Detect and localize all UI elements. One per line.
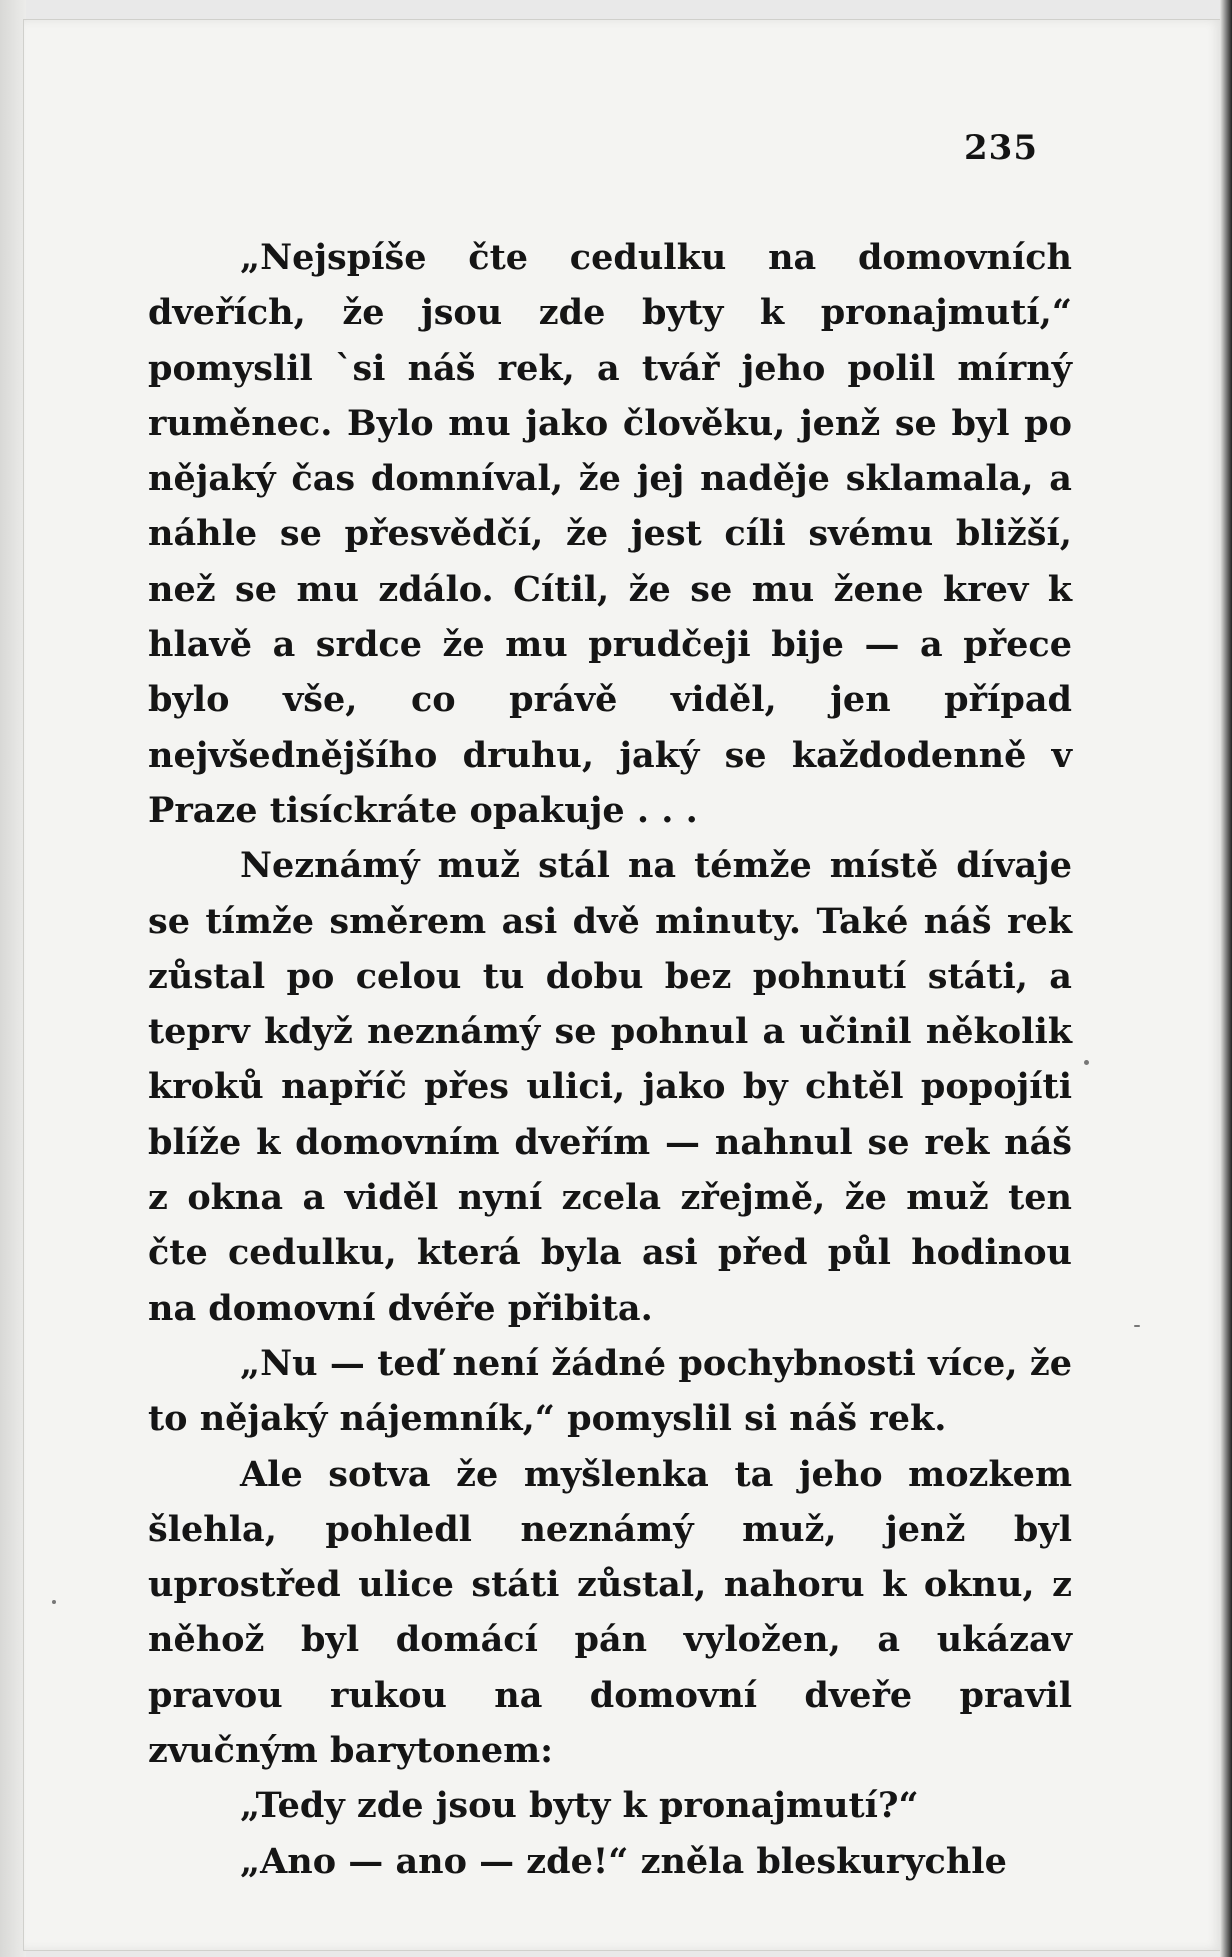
paragraph-1: „Nejspíše čte cedulku na domovních dveřích, že jsou zde byty k pronajmutí,“ pomyslil `si náš rek, a tvář jeho polil mírný ruměnec. Bylo mu jako člověku, jenž se byl po nějaký čas domníval, že jej naděje sklamala, a náhle se přesvědčí, že jest cíli svému bližší, než se mu zdálo. Cítil, že se mu žene krev k hlavě a srdce že mu prudčeji bije — a přece bylo vše, co právě viděl, jen případ nejvšednějšího druhu, jaký se každodenně v Praze tisíckráte opakuje . . . <box>148 237 1072 831</box>
paragraph-5: „Tedy zde jsou byty k pronajmutí?“ <box>240 1785 919 1827</box>
page-number: 235 <box>964 128 1038 168</box>
book-page <box>24 20 1222 1950</box>
scan-speck <box>1084 1060 1089 1065</box>
scan-speck <box>1134 1325 1140 1327</box>
paragraph-2: Neznámý muž stál na témže místě dívaje se tímže směrem asi dvě minuty. Také náš rek zůstal po celou tu dobu bez pohnutí státi, a teprv když neznámý se pohnul a učinil několik kroků napříč přes ulici, jako by chtěl popojíti blíže k domovním dveřím — nahnul se rek náš z okna a viděl nyní zcela zřejmě, že muž ten čte cedulku, která byla asi před půl hodinou na domovní dvéře přibita. <box>148 845 1072 1329</box>
page-binding-edge <box>0 0 26 1957</box>
scan-speck <box>52 1600 56 1604</box>
body-text <box>148 230 1072 1889</box>
page-right-edge <box>1220 0 1232 1957</box>
paragraph-4: Ale sotva že myšlenka ta jeho mozkem šlehla, pohledl neznámý muž, jenž byl uprostřed ulice státi zůstal, nahoru k oknu, z něhož byl domácí pán vyložen, a ukázav pravou rukou na domovní dveře pravil zvučným barytonem: <box>148 1453 1072 1772</box>
paragraph-3: „Nu — teď není žádné pochybnosti více, že to nějaký nájemník,“ pomyslil si náš rek. <box>148 1342 1072 1440</box>
paragraph-6: „Ano — ano — zde!“ zněla bleskurychle <box>240 1840 1007 1882</box>
